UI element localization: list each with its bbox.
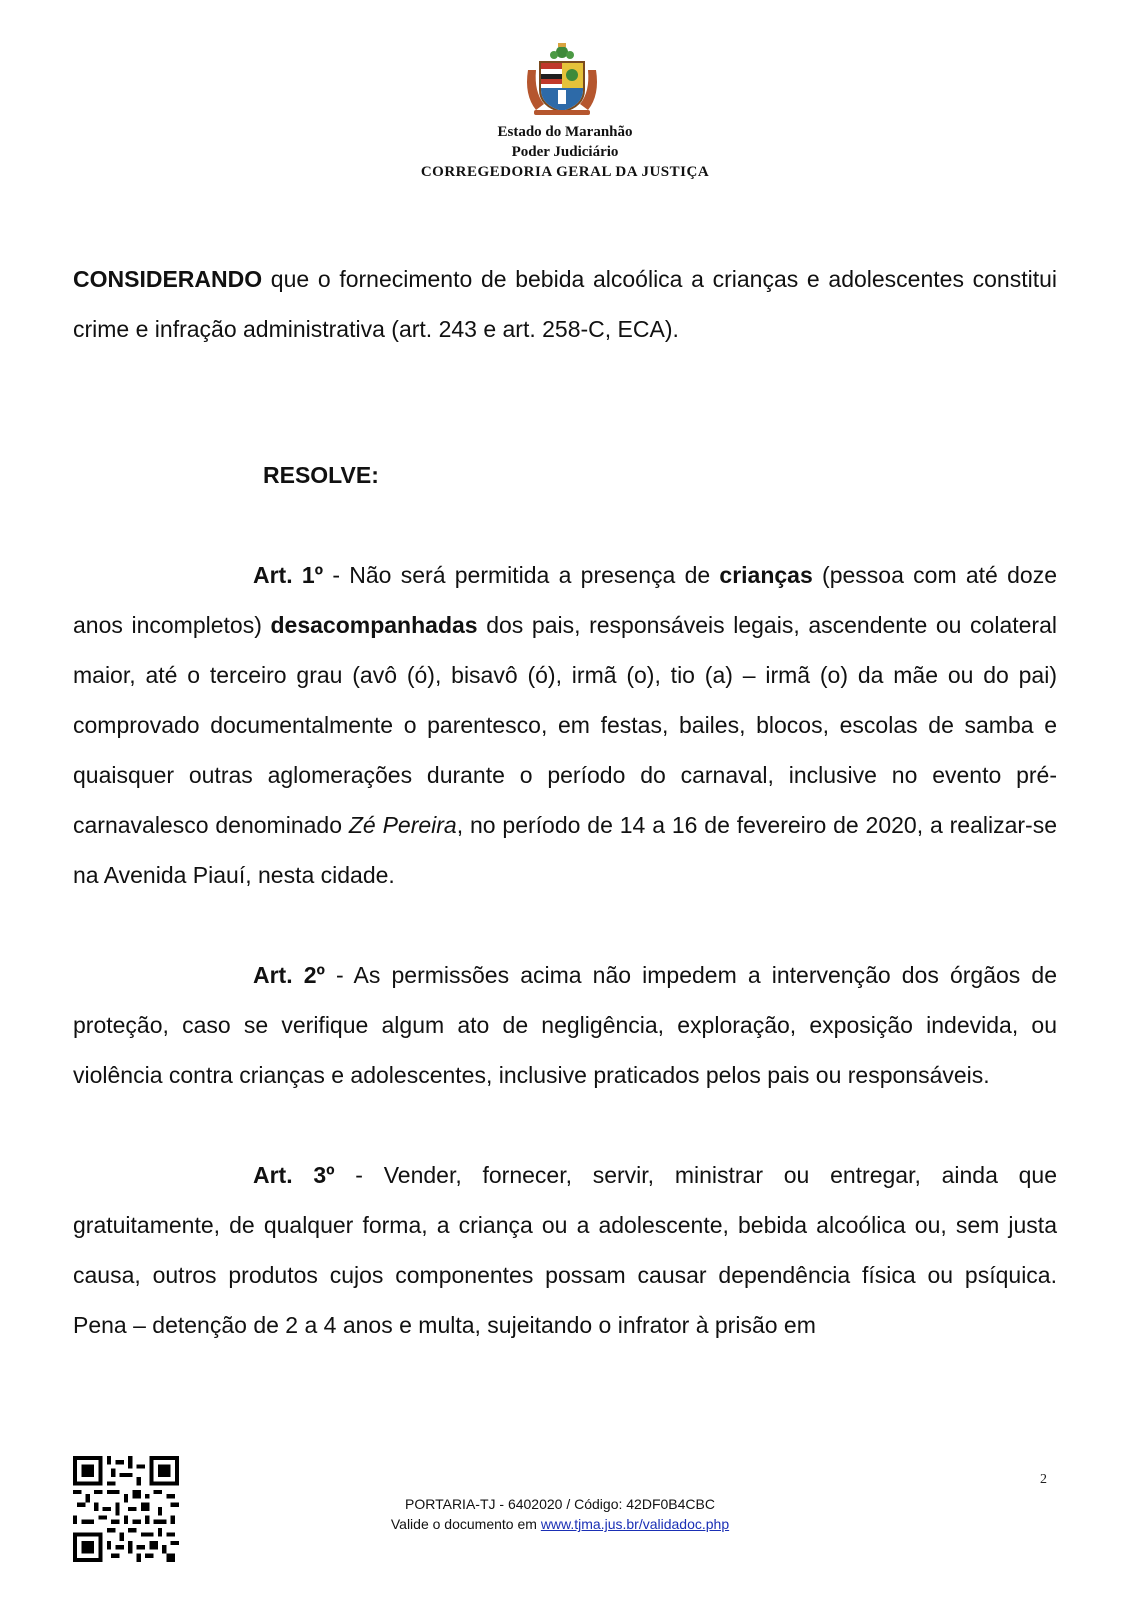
article-1-text-3: dos pais, responsáveis legais, ascendente ou colateral maior, até o terceiro grau (avô (ó), bisavô (ó), irmã (o), tio (a) – irmã (o) da mãe ou do pai) comprovado documentalmente o parentesco, em festas, bailes, blocos, escolas de samba e quaisquer outras aglomerações durante o período do carnaval, inclusive no evento pré-carnavalesco denominado [73, 612, 1057, 838]
article-1-text-1: - Não será permitida a presença de [323, 562, 720, 588]
article-3 [73, 1150, 1057, 1350]
article-1-italic: Zé Pereira [348, 812, 457, 838]
validation-link[interactable]: www.tjma.jus.br/validadoc.php [540, 1516, 730, 1532]
header-corregedoria: CORREGEDORIA GERAL DA JUSTIÇA [420, 164, 710, 180]
article-1-label: Art. 1º [253, 562, 324, 588]
footer-portaria: PORTARIA-TJ - 6402020 / Código: 42DF0B4CBC [405, 1496, 715, 1512]
resolve-heading: RESOLVE: [263, 462, 379, 488]
document-body [73, 254, 1057, 1350]
article-2-label: Art. 2º [253, 962, 325, 988]
article-1-bold-1: crianças [719, 562, 813, 588]
article-3-text: - Vender, fornecer, servir, ministrar ou entregar, ainda que gratuitamente, de qualquer forma, a criança ou a adolescente, bebida alcoólica ou, sem justa causa, outros produtos cujos componentes possam causar dependência física ou psíquica. Pena – detenção de 2 a 4 anos e multa, sujeitando o infrator à prisão em [73, 1162, 1057, 1338]
article-3-label: Art. 3º [253, 1162, 335, 1188]
footer-validation [320, 1514, 800, 1534]
document-header [0, 122, 1130, 182]
header-state: Estado do Maranhão [497, 124, 633, 140]
coat-of-arms-icon [520, 40, 604, 118]
article-1-text-4: , no período de 14 a 16 de fevereiro de 2020, a realizar-se na Avenida Piauí, nesta cidade. [73, 812, 1057, 888]
considerando-paragraph [73, 254, 1057, 354]
document-footer [320, 1494, 800, 1534]
footer-validation-prefix: Valide o documento em [390, 1516, 541, 1532]
article-1-bold-2: desacompanhadas [270, 612, 478, 638]
qr-code-icon [73, 1456, 179, 1562]
article-2-text: - As permissões acima não impedem a intervenção dos órgãos de proteção, caso se verifique algum ato de negligência, exploração, exposição indevida, ou violência contra crianças e adolescentes, inclusive praticados pelos pais ou responsáveis. [73, 962, 1057, 1088]
considerando-text: que o fornecimento de bebida alcoólica a crianças e adolescentes constitui crime e infração administrativa (art. 243 e art. 258-C, ECA). [73, 266, 1057, 342]
page-number: 2 [1040, 1472, 1047, 1487]
considerando-lead: CONSIDERANDO [73, 266, 263, 292]
article-1-text-2: (pessoa com até doze anos incompletos) [73, 562, 1057, 638]
article-1 [73, 550, 1057, 900]
article-2 [73, 950, 1057, 1100]
header-judiciary: Poder Judiciário [511, 144, 619, 160]
